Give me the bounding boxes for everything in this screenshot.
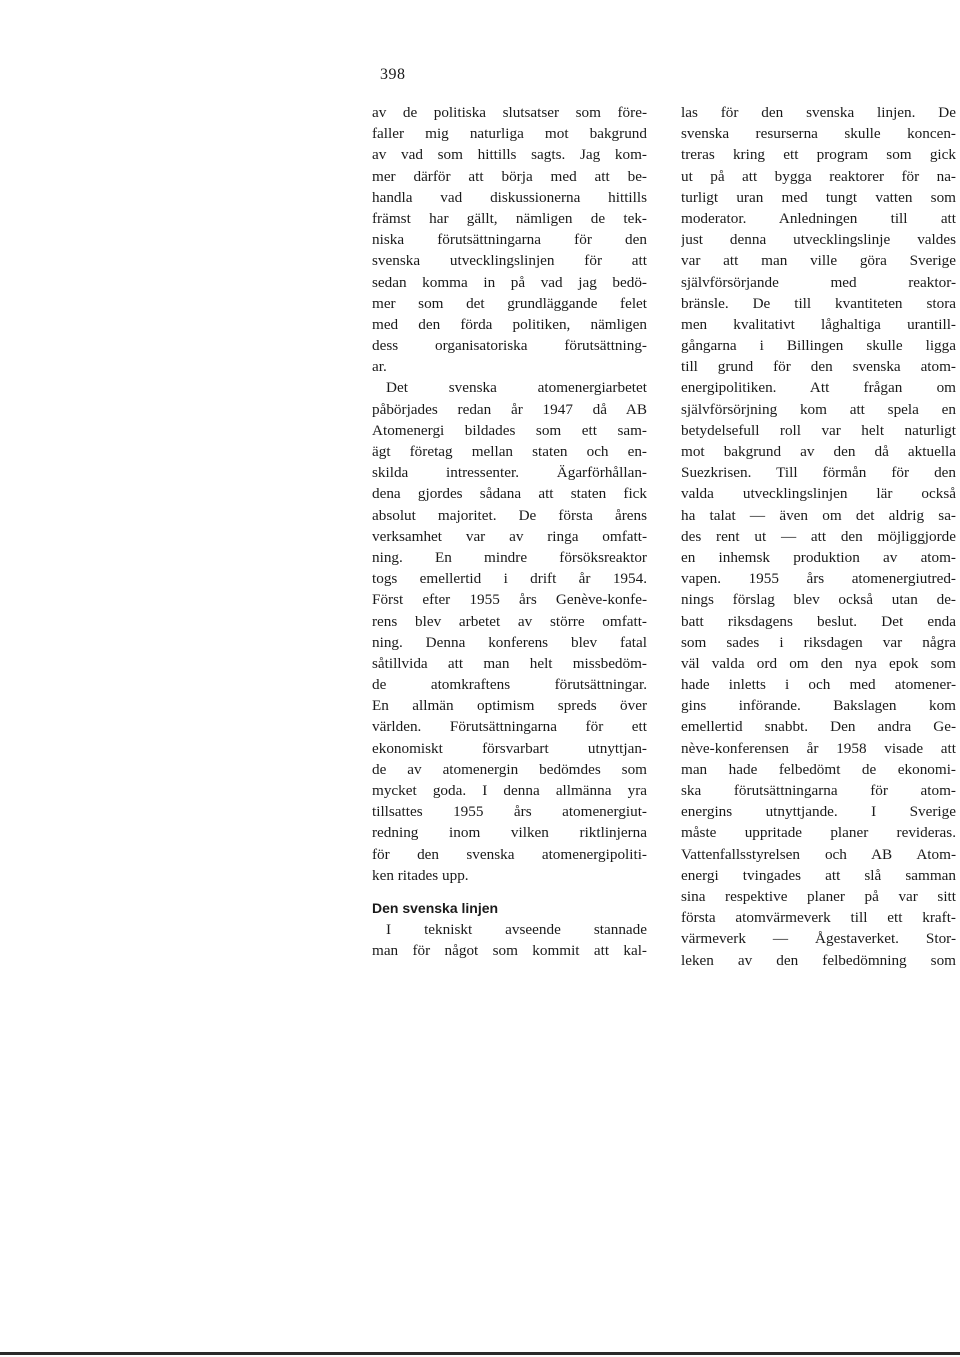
text-line: påbörjades redan år 1947 då AB [372,400,647,418]
paragraph-3 [372,919,647,961]
text-line: energins utnyttjande. I Sverige [681,803,956,821]
text-line: de atomkraftens förutsättningar. [372,676,647,694]
text-line: I tekniskt avseende stannade [386,921,647,939]
text-line: de av atomenergin bedömdes som [372,760,647,778]
text-line: man för något som kommit att kal- [372,942,647,960]
text-line: ha talat — även om det aldrig sa- [681,506,956,524]
text-line: såtillvida att man helt missbedöm- [372,654,647,672]
text-line: gins införande. Bakslagen kom [681,697,956,715]
text-line: rens blev arbetet av större omfatt- [372,612,647,630]
text-line: med den förda politiken, nämligen [372,315,647,333]
text-line: självförsörjande med reaktor- [681,273,956,291]
text-line: dess organisatoriska förutsättning- [372,337,647,355]
text-line: verksamhet var av ringa omfatt- [372,527,647,545]
text-line: valda utvecklingslinjen lär också [681,485,956,503]
text-line: nève-konferensen år 1958 visade att [681,739,956,757]
text-line: batt riksdagens beslut. Det enda [681,612,956,630]
text-line: just denna utvecklingslinje valdes [681,231,956,249]
text-line: Först efter 1955 års Genève-konfe- [372,591,647,609]
page-number: 398 [380,66,406,83]
text-line: des rent ut — att den möjliggjorde [681,527,956,545]
text-line: värmeverk — Ågestaverket. Stor- [681,930,956,948]
text-line: en inhemsk produktion av atom- [681,548,956,566]
text-line: ning. En mindre försöksreaktor [372,548,647,566]
text-line: Vattenfallsstyrelsen och AB Atom- [681,845,956,863]
text-line: energipolitiken. Att frågan om [681,379,956,397]
text-line: ut på att bygga reaktorer för na- [681,167,956,185]
text-line: man hade felbedömt de ekonomi- [681,760,956,778]
text-line: bränsle. De till kvantiteten stora [681,294,956,312]
text-line: främst har gällt, nämligen de tek- [372,209,647,227]
text-line: redning inom vilken riktlinjerna [372,824,647,842]
text-line: hade inletts i och med atomener- [681,676,956,694]
text-line: las för den svenska linjen. De [681,104,956,121]
text-line: nings förslag blev också utan de- [681,591,956,609]
text-line: världen. Förutsättningarna för ett [372,718,647,736]
section-heading: Den svenska linjen [372,899,499,916]
text-line: sedan komma in på vad jag bedö- [372,273,647,291]
text-line: dena gjordes sådana att staten fick [372,485,647,503]
paragraph-1 [372,102,647,377]
text-line: turligt uran med tungt vatten som [681,188,956,206]
text-line: skilda intressenter. Ägarförhållan- [372,464,647,482]
text-line: självförsörjning kom att spela en [681,400,956,418]
text-line: Suezkrisen. Till förmån för den [681,464,956,482]
text-line: som sades i riksdagen var några [681,633,956,651]
text-line: ken ritades upp. [372,866,469,884]
text-line: svenska resurserna skulle koncen- [681,125,956,143]
text-line: vapen. 1955 års atomenergiutred- [681,570,956,588]
text-line: första atomvärmeverk till ett kraft- [681,909,956,927]
text-line: handla vad diskussionerna hittills [372,188,647,206]
text-line: treras kring ett program som gick [681,146,956,164]
text-line: mycket goda. I denna allmänna yra [372,782,647,799]
paragraph-2 [372,377,647,886]
text-line: sina respektive planer på var sitt [681,887,956,905]
scan-bottom-edge [0,1352,960,1355]
text-line: var att man ville göra Sverige [681,252,956,270]
text-line: absolut majoritet. De första årens [372,506,647,524]
text-line: för den svenska atomenergipoliti- [372,845,647,863]
text-line: väl valda ord om den nya epok som [681,654,956,672]
text-line: moderator. Anledningen till att [681,209,956,227]
text-line: Atomenergi bildades som ett sam- [372,421,647,439]
text-line: men kvalitativt låghaltiga urantill- [681,315,956,333]
text-line: Det svenska atomenergiarbetet [386,379,647,397]
text-line: mer som det grundläggande felet [372,294,647,312]
text-line: tillsattes 1955 års atomenergiut- [372,803,647,821]
text-line: faller mig naturliga mot bakgrund [372,125,647,143]
text-line: måste uppritade planer revideras. [681,824,956,842]
text-line: till grund för den svenska atom- [681,358,956,376]
text-line: gångarna i Billingen skulle ligga [681,337,956,355]
right-column [681,102,956,971]
text-line: svenska utvecklingslinjen för att [372,252,647,270]
text-line: togs emellertid i drift år 1954. [372,570,647,588]
text-line: av de politiska slutsatser som före- [372,104,647,121]
left-column [372,102,647,962]
text-line: niska förutsättningarna för den [372,231,647,249]
text-line: ska förutsättningarna för atom- [681,782,956,799]
text-line: ägt företag mellan staten och en- [372,443,647,460]
text-line: ar. [372,358,387,376]
text-line: av vad som hittills sagts. Jag kom- [372,146,647,164]
text-line: ekonomiskt försvarbart utnyttjan- [372,739,647,757]
text-line: emellertid snabbt. Den andra Ge- [681,718,956,736]
text-line: energi tvingades att slå samman [681,866,956,884]
text-line: betydelsefull roll var helt naturligt [681,421,956,439]
text-line: mot bakgrund av den då aktuella [681,443,956,460]
text-line: ning. Denna konferens blev fatal [372,633,647,651]
text-line: leken av den felbedömning som [681,951,956,969]
text-line: mer därför att börja med att be- [372,167,647,185]
text-line: En allmän optimism spreds över [372,697,647,715]
